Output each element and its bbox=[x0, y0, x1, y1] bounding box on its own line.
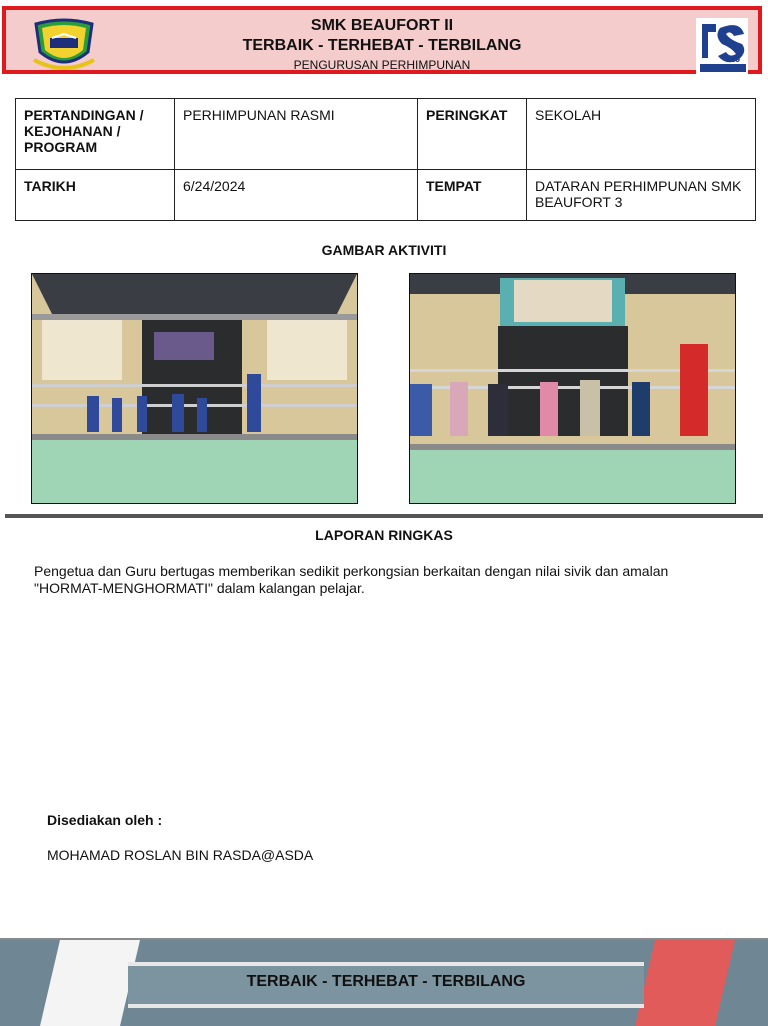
anniversary-number: 25 bbox=[730, 54, 741, 64]
activity-title: GAMBAR AKTIVITI bbox=[321, 242, 447, 258]
venue-label: TEMPAT bbox=[418, 170, 527, 221]
report-title: LAPORAN RINGKAS bbox=[315, 527, 453, 543]
program-info-table bbox=[15, 98, 756, 221]
header-unit: PENGURUSAN PERHIMPUNAN bbox=[293, 58, 471, 72]
header-motto: TERBAIK - TERHEBAT - TERBILANG bbox=[242, 37, 522, 54]
school-name: SMK BEAUFORT II bbox=[310, 17, 454, 34]
footer-banner bbox=[0, 938, 768, 1026]
prepared-by-name: MOHAMAD ROSLAN BIN RASDA@ASDA bbox=[47, 847, 314, 863]
footer-motto: TERBAIK - TERHEBAT - TERBILANG bbox=[246, 973, 526, 990]
anniversary-logo bbox=[696, 18, 752, 76]
level-label: PERINGKAT bbox=[418, 99, 527, 170]
report-text: Pengetua dan Guru bertugas memberikan sedikit perkongsian berkaitan dengan nilai sivik dan amalan "HORMAT-MENGHORMATI" dalam kalangan pelajar. bbox=[34, 563, 669, 596]
venue-value: DATARAN PERHIMPUNAN SMK BEAUFORT 3 bbox=[527, 170, 756, 221]
level-value: SEKOLAH bbox=[527, 99, 756, 170]
prepared-by-label: Disediakan oleh : bbox=[47, 812, 163, 828]
table-row bbox=[16, 170, 756, 221]
activity-photo-2 bbox=[409, 273, 736, 504]
table-row bbox=[16, 99, 756, 170]
activity-photo-1 bbox=[31, 273, 358, 504]
date-value: 6/24/2024 bbox=[175, 170, 418, 221]
section-divider bbox=[5, 514, 763, 518]
header-banner bbox=[2, 6, 762, 74]
date-label: TARIKH bbox=[16, 170, 175, 221]
program-label: PERTANDINGAN / KEJOHANAN / PROGRAM bbox=[16, 99, 175, 170]
program-value: PERHIMPUNAN RASMI bbox=[175, 99, 418, 170]
